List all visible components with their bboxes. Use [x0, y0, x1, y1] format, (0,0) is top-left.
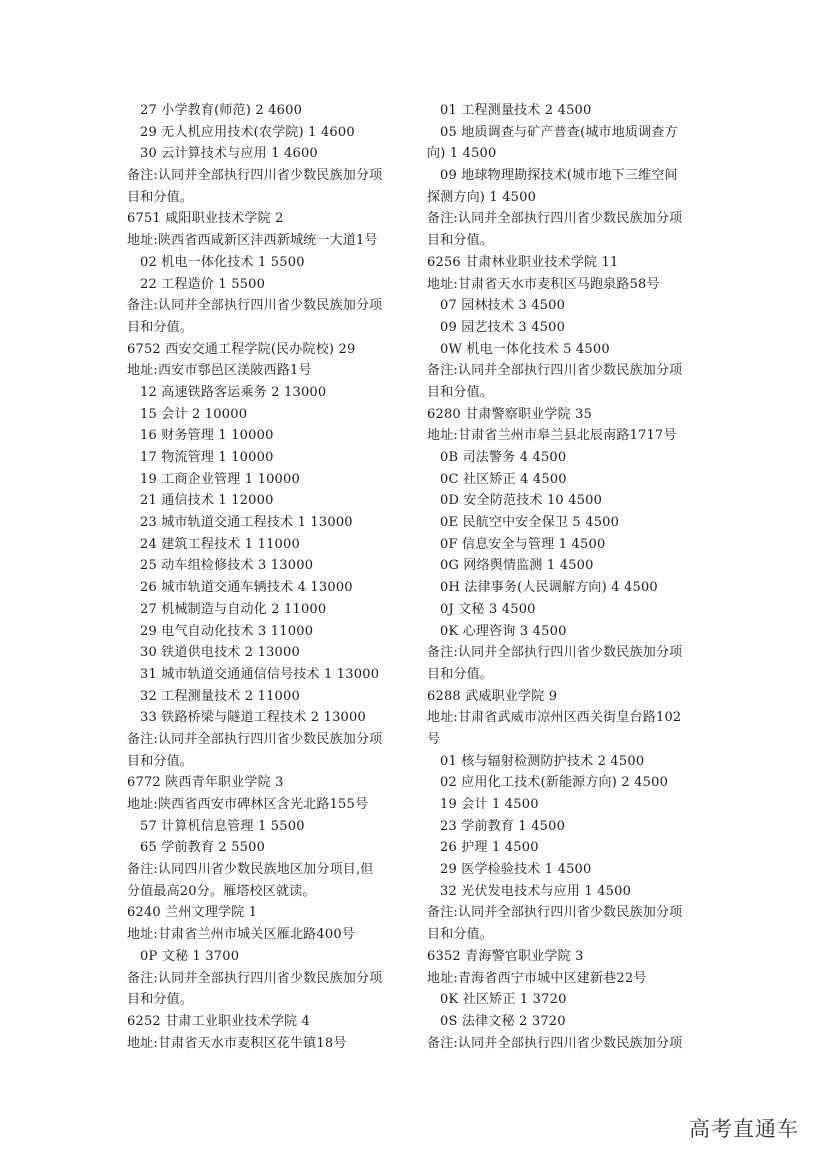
left-column-line: 6240 兰州文理学院 1	[127, 905, 258, 921]
left-column-line: 30 云计算技术与应用 1 4600	[140, 146, 318, 162]
left-column-line: 29 无人机应用技术(农学院) 1 4600	[140, 124, 355, 140]
right-column-line: 目和分值。	[427, 384, 494, 400]
right-column-line: 07 园林技术 3 4500	[440, 298, 566, 314]
right-column-line: 目和分值。	[427, 233, 494, 249]
right-column-line: 0K 心理咨询 3 4500	[440, 623, 567, 639]
right-column-line: 6256 甘肃林业职业技术学院 11	[427, 254, 619, 270]
right-column-line: 23 学前教育 1 4500	[440, 818, 566, 834]
left-column-line: 12 高速铁路客运乘务 2 13000	[140, 384, 327, 400]
right-column-line: 备注:认同并全部执行四川省少数民族加分项	[427, 1035, 683, 1051]
left-column-line: 备注:认同并全部执行四川省少数民族加分项	[127, 970, 383, 986]
left-column-line: 27 小学教育(师范) 2 4600	[140, 103, 303, 118]
right-column-line: 备注:认同并全部执行四川省少数民族加分项	[427, 645, 683, 661]
right-column-line: 0S 法律文秘 2 3720	[440, 1013, 566, 1029]
left-column-line: 6252 甘肃工业职业技术学院 4	[127, 1013, 311, 1029]
right-column-line: 02 应用化工技术(新能源方向) 2 4500	[440, 775, 669, 791]
right-column-line: 6280 甘肃警察职业学院 35	[427, 406, 593, 422]
left-column-line: 备注:认同四川省少数民族地区加分项目,但	[127, 862, 374, 878]
left-column-line: 地址:甘肃省兰州市城关区雁北路400号	[127, 927, 355, 943]
left-column-line: 30 铁道供电技术 2 13000	[140, 645, 300, 661]
left-column-line: 6752 西安交通工程学院(民办院校) 29	[127, 341, 356, 357]
left-column-line: 地址:陕西省西安市碑林区含光北路155号	[127, 797, 369, 812]
left-column-line: 15 会计 2 10000	[140, 406, 248, 422]
left-column-line: 29 电气自动化技术 3 11000	[140, 623, 314, 639]
right-column-line: 地址:甘肃省武威市凉州区西关街皇台路102	[427, 710, 682, 726]
left-column-line: 31 城市轨道交通通信信号技术 1 13000	[140, 666, 380, 682]
left-column-line: 地址:陕西省西咸新区沣西新城统一大道1号	[127, 233, 378, 249]
right-column-line: 0W 机电一体化技术 5 4500	[440, 341, 610, 357]
left-column-line: 目和分值。	[127, 319, 194, 335]
right-column-line: 6288 武威职业学院 9	[427, 688, 558, 704]
right-column-line: 29 医学检验技术 1 4500	[440, 862, 592, 878]
right-column-line: 26 护理 1 4500	[440, 840, 539, 856]
right-column-line: 05 地质调查与矿产普查(城市地质调查方	[440, 124, 678, 140]
right-column-line: 09 园艺技术 3 4500	[440, 319, 566, 335]
right-column-line: 0H 法律事务(人民调解方向) 4 4500	[440, 580, 658, 596]
right-column	[427, 100, 712, 1054]
left-column-line: 23 城市轨道交通工程技术 1 13000	[140, 515, 353, 531]
right-column-line: 6352 青海警官职业学院 3	[427, 948, 584, 964]
right-column-line: 0F 信息安全与管理 1 4500	[440, 536, 606, 552]
right-column-line: 0C 社区矫正 4 4500	[440, 471, 567, 487]
left-column-line: 02 机电一体化技术 1 5500	[140, 254, 305, 270]
right-column-line: 地址:甘肃省兰州市皋兰县北辰南路1717号	[427, 428, 677, 444]
right-column-line: 01 核与辐射检测防护技术 2 4500	[440, 753, 645, 769]
right-column-line: 09 地球物理勘探技术(城市地下三维空间	[440, 168, 678, 184]
right-column-line: 0D 安全防范技术 10 4500	[440, 493, 603, 509]
left-column-line: 19 工商企业管理 1 10000	[140, 471, 300, 487]
right-column-line: 向) 1 4500	[427, 146, 497, 162]
left-column-line: 0P 文秘 1 3700	[140, 948, 240, 964]
right-column-line: 01 工程测量技术 2 4500	[440, 103, 592, 118]
left-column-line: 25 动车组检修技术 3 13000	[140, 558, 314, 574]
watermark: 高考直通车	[689, 1117, 799, 1141]
left-column-line: 目和分值。	[127, 992, 194, 1008]
right-column-line: 0E 民航空中安全保卫 5 4500	[440, 515, 620, 531]
right-column-line: 地址:青海省西宁市城中区建新巷22号	[427, 970, 647, 986]
left-column-line: 6772 陕西青年职业学院 3	[127, 775, 284, 791]
right-column-line: 号	[427, 731, 441, 747]
left-column-line: 目和分值。	[127, 753, 194, 769]
right-column-line: 备注:认同并全部执行四川省少数民族加分项	[427, 211, 683, 227]
right-column-line: 备注:认同并全部执行四川省少数民族加分项	[427, 905, 683, 921]
left-column-line: 目和分值。	[127, 189, 194, 205]
left-column-line: 6751 咸阳职业技术学院 2	[127, 211, 284, 227]
right-column-line: 32 光伏发电技术与应用 1 4500	[440, 883, 632, 899]
right-column-line: 目和分值。	[427, 666, 494, 682]
right-column-line: 0B 司法警务 4 4500	[440, 450, 567, 465]
left-column-line: 27 机械制造与自动化 2 11000	[140, 601, 327, 617]
left-column-line: 16 财务管理 1 10000	[140, 428, 274, 444]
left-column-line: 地址:西安市鄠邑区渼陂西路1号	[127, 363, 312, 379]
right-column-line: 备注:认同并全部执行四川省少数民族加分项	[427, 363, 683, 379]
left-column-line: 地址:甘肃省天水市麦积区花牛镇18号	[127, 1035, 347, 1051]
left-column-line: 22 工程造价 1 5500	[140, 276, 266, 292]
left-column	[127, 100, 412, 1054]
left-column-line: 33 铁路桥梁与隧道工程技术 2 13000	[140, 710, 366, 726]
left-column-line: 备注:认同并全部执行四川省少数民族加分项	[127, 298, 383, 314]
left-column-line: 32 工程测量技术 2 11000	[140, 688, 300, 704]
right-column-line: 探测方向) 1 4500	[427, 189, 537, 205]
left-column-line: 分值最高20分。雁塔校区就读。	[127, 883, 316, 899]
left-column-line: 备注:认同并全部执行四川省少数民族加分项	[127, 168, 383, 184]
left-column-line: 65 学前教育 2 5500	[140, 840, 266, 856]
left-column-line: 57 计算机信息管理 1 5500	[140, 818, 305, 834]
right-column-line: 地址:甘肃省天水市麦积区马跑泉路58号	[427, 276, 660, 292]
left-column-line: 26 城市轨道交通车辆技术 4 13000	[140, 580, 353, 596]
left-column-line: 备注:认同并全部执行四川省少数民族加分项	[127, 731, 383, 747]
right-column-line: 目和分值。	[427, 927, 494, 943]
left-column-line: 24 建筑工程技术 1 11000	[140, 536, 300, 552]
left-column-line: 21 通信技术 1 12000	[140, 493, 274, 509]
right-column-line: 0K 社区矫正 1 3720	[440, 992, 567, 1008]
left-column-line: 17 物流管理 1 10000	[140, 450, 274, 465]
right-column-line: 0J 文秘 3 4500	[440, 601, 536, 617]
right-column-line: 19 会计 1 4500	[440, 797, 539, 812]
right-column-line: 0G 网络舆情监测 1 4500	[440, 558, 594, 574]
